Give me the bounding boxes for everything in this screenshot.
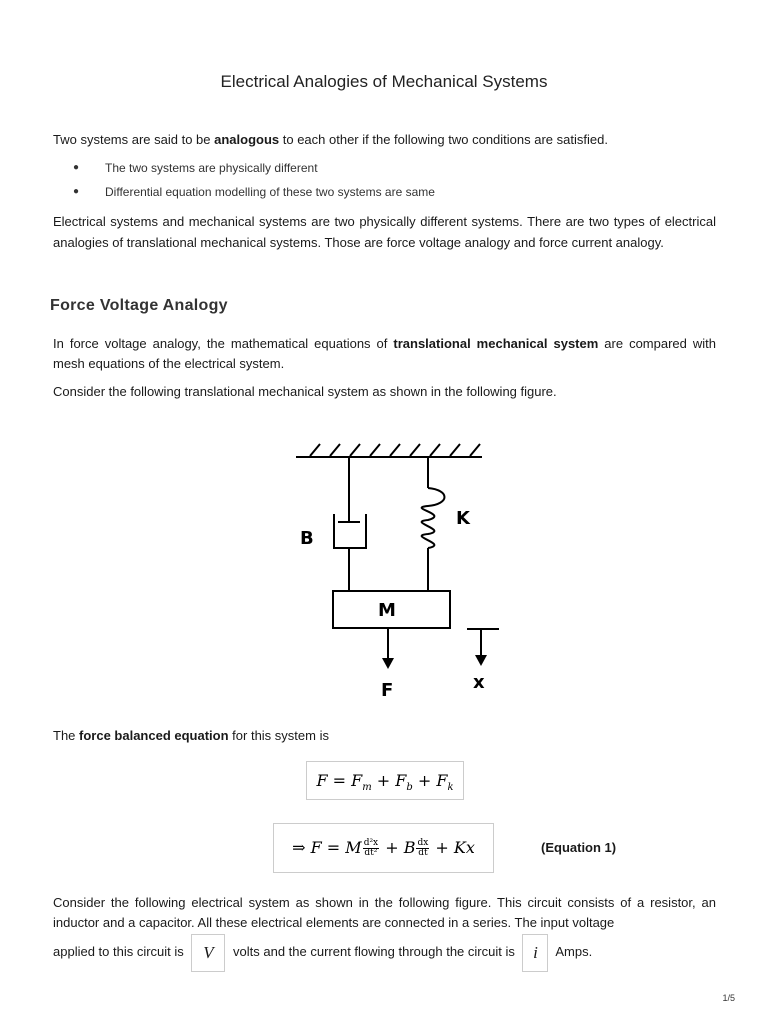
es-text: Consider the following electrical system as shown in the following figure. This circuit consists of a resistor, an inductor and a capacitor. All these electrical elements are connected in a series. The input voltage xyxy=(53,895,716,930)
electrical-system-paragraph xyxy=(53,893,716,933)
ground-hatching xyxy=(310,444,480,456)
section-heading: Force Voltage Analogy xyxy=(50,297,228,314)
force-label: F xyxy=(381,680,394,701)
page-number: 1/5 xyxy=(722,993,735,1003)
displacement-arrow-head xyxy=(475,655,487,666)
equation-differential: ⇒ F = M $\frac{\text{d²x}}{\text{dt²}}$ + B $\frac{dx}{dt}$ + Kx xyxy=(273,823,494,873)
intro-paragraph xyxy=(53,130,716,150)
fb-text-post: for this system is xyxy=(228,728,329,743)
first-derivative-fraction: $\frac{dx}{dt}$ xyxy=(417,838,429,858)
electrical-system-line2: applied to this circuit is V volts and the current flowing through the circuit is i Amps. xyxy=(53,933,592,971)
force-balance-paragraph xyxy=(53,726,716,746)
voltage-variable: V xyxy=(191,934,225,972)
fv-text-pre: In force voltage analogy, the mathematical equations of xyxy=(53,336,394,351)
conditions-list xyxy=(53,158,435,206)
list-item-text: The two systems are physically different xyxy=(105,161,318,175)
bullet-icon: ● xyxy=(73,186,80,197)
figure-intro-paragraph: Consider the following translational mechanical system as shown in the following figure. xyxy=(53,384,557,399)
page-title: Electrical Analogies of Mechanical Systems xyxy=(220,72,548,91)
equation-label: (Equation 1) xyxy=(541,840,617,855)
spring-label: K xyxy=(456,508,470,529)
list-item-text: Differential equation modelling of these two systems are same xyxy=(105,185,435,199)
list-item xyxy=(53,158,435,182)
spring-symbol xyxy=(422,457,445,591)
current-variable: i xyxy=(522,934,548,972)
intro-bold-term: analogous xyxy=(214,132,280,147)
intro-text-post: to each other if the following two conditions are satisfied. xyxy=(279,132,608,147)
systems-paragraph: Electrical systems and mechanical systems are two physically different systems. There are two types of electrical analogies of translational mechanical systems. Those are force voltage analogy and force current analogy. xyxy=(53,214,716,250)
damper-label: B xyxy=(300,528,314,549)
mechanical-system-diagram xyxy=(290,436,510,706)
force-arrow-head xyxy=(382,658,394,669)
force-voltage-paragraph xyxy=(53,334,716,374)
fb-text-pre: The xyxy=(53,728,80,743)
second-derivative-fraction: $\frac{\text{d²x}}{\text{dt²}}$ xyxy=(363,838,379,858)
list-item xyxy=(53,182,435,206)
damper-symbol xyxy=(334,457,366,591)
mass-label: M xyxy=(378,600,396,621)
displacement-label: x xyxy=(473,672,485,693)
fb-bold-term: force balanced equation xyxy=(79,728,229,743)
equation-force-sum: $F = F_m + F_b + F_k$ xyxy=(306,761,464,800)
bullet-icon: ● xyxy=(73,162,80,173)
fv-text-post: are compared with mesh equations of the electrical system. xyxy=(53,336,716,371)
fv-bold-term: translational mechanical system xyxy=(393,336,599,351)
intro-text-pre: Two systems are said to be xyxy=(53,132,215,147)
